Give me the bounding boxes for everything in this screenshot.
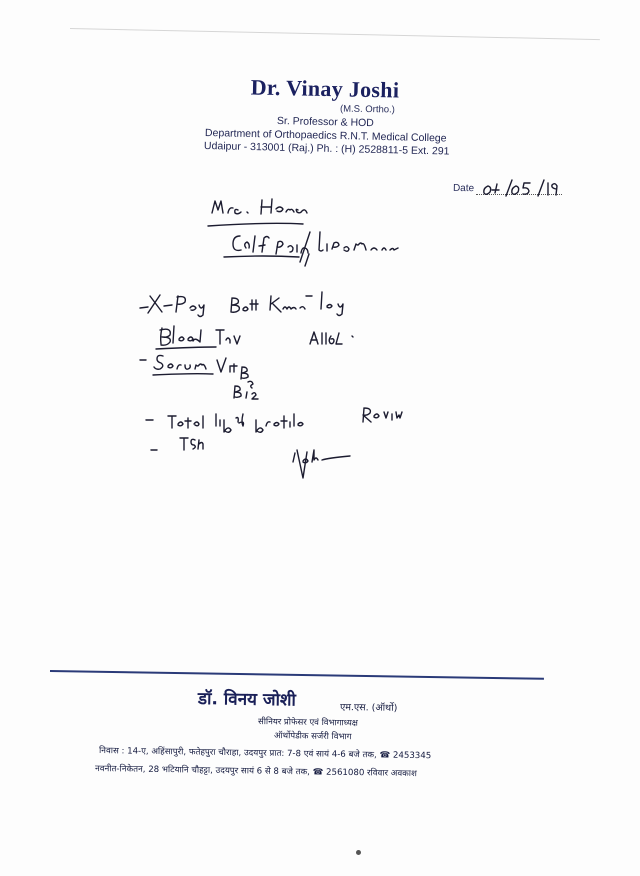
department: Department of Orthopaedics R.N.T. Medical College bbox=[204, 127, 447, 145]
footer-designation-hindi: सीनियर प्रोफेसर एवं विभागाध्यक्ष bbox=[257, 717, 358, 729]
code-writing bbox=[310, 332, 353, 344]
lipid-profile-writing bbox=[146, 414, 303, 432]
footer-clinic-line: नवनीत-निकेतन, 28 भटियानि चौहट्टा, उदयपुर सायं 6 से 8 बजे तक, ☎ 2561080 रविवार अवकाश bbox=[94, 764, 417, 780]
footer-residence-line: निवास : 14-ए, अहिंसापुरी, फतेहपुरा चौराहा, उदयपुर प्रात: 7-8 एवं सायं 4-6 बजे तक, ☎ 2453345 bbox=[98, 746, 432, 762]
signature bbox=[293, 450, 350, 478]
designation: Sr. Professor & HOD bbox=[276, 115, 374, 130]
complaint-writing bbox=[224, 232, 398, 266]
handwritten-date bbox=[484, 180, 557, 196]
serum-vit-writing bbox=[140, 355, 253, 388]
b12-writing bbox=[234, 386, 258, 399]
address-phone: Udaipur - 313001 (Raj.) Ph. : (H) 2528811-5 Ext. 291 bbox=[203, 140, 450, 158]
xray-writing bbox=[140, 292, 343, 317]
patient-name-writing bbox=[208, 199, 307, 226]
date-label: Date bbox=[452, 182, 475, 195]
blood-inv-writing bbox=[156, 326, 240, 349]
paper-spot bbox=[356, 850, 361, 855]
doctor-name: Dr. Vinay Joshi bbox=[250, 74, 400, 103]
footer-name-hindi: डॉ. विनय जोशी bbox=[197, 689, 297, 711]
doctor-degree: (M.S. Ortho.) bbox=[339, 103, 395, 116]
footer-department-hindi: ऑर्थोपेडीक सर्जरी विभाग bbox=[273, 731, 352, 743]
footer-degree-hindi: एम.एस. (ऑर्थो) bbox=[339, 702, 398, 714]
review-writing bbox=[363, 408, 402, 422]
tsh-writing bbox=[151, 438, 203, 450]
